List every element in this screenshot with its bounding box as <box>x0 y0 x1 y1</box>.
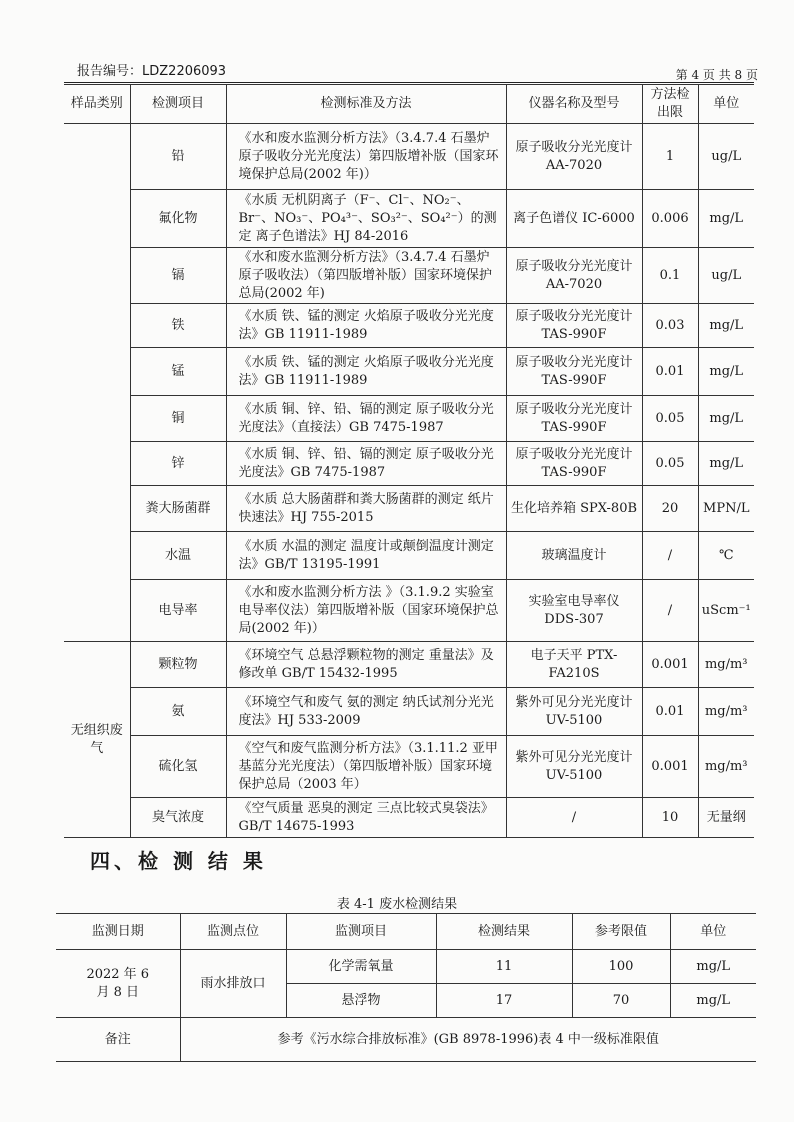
item-cell: 水温 <box>130 532 226 580</box>
unit-cell: mg/L <box>698 190 754 248</box>
table-row <box>64 304 754 348</box>
instrument-cell: 紫外可见分光光度计 UV-5100 <box>506 688 642 736</box>
report-number-value: LDZ2206093 <box>142 64 227 79</box>
standard-cell: 《水质 铜、锌、铅、镉的测定 原子吸收分光光度法》GB 7475-1987 <box>226 442 506 486</box>
table-row <box>64 348 754 396</box>
col-header-unit: 单位 <box>670 914 756 950</box>
table-row <box>64 124 754 190</box>
item-cell: 化学需氧量 <box>286 950 436 984</box>
section-title: 四、检 测 结 果 <box>90 849 267 873</box>
item-cell: 铅 <box>130 124 226 190</box>
limit-cell: 0.1 <box>642 248 698 304</box>
standard-cell: 《空气和废气监测分析方法》（3.1.11.2 亚甲基蓝分光光度法）（第四版增补版）国家环境保护总局（2003 年） <box>226 736 506 798</box>
col-header-instrument: 仪器名称及型号 <box>506 85 642 124</box>
table-row <box>64 396 754 442</box>
col-header-date: 监测日期 <box>56 914 180 950</box>
unit-cell: ℃ <box>698 532 754 580</box>
item-cell: 氟化物 <box>130 190 226 248</box>
unit-cell: mg/L <box>670 984 756 1018</box>
category-cell-water <box>64 124 130 642</box>
table-row <box>56 950 756 984</box>
header-rule <box>64 82 754 83</box>
table-row <box>64 688 754 736</box>
limit-cell: 0.01 <box>642 348 698 396</box>
limit-cell: 1 <box>642 124 698 190</box>
instrument-cell: / <box>506 798 642 838</box>
col-header-item: 监测项目 <box>286 914 436 950</box>
table-caption: 表 4-1 废水检测结果 <box>336 897 458 912</box>
result-cell: 11 <box>436 950 572 984</box>
page-indicator: 第 4 页 共 8 页 <box>675 68 758 82</box>
item-cell: 锰 <box>130 348 226 396</box>
table-row <box>64 442 754 486</box>
instrument-cell: 原子吸收分光光度计 TAS-990F <box>506 304 642 348</box>
limit-cell: 20 <box>642 486 698 532</box>
remark-text: 参考《污水综合排放标准》(GB 8978-1996)表 4 中一级标准限值 <box>180 1018 756 1062</box>
instrument-cell: 原子吸收分光光度计 AA-7020 <box>506 248 642 304</box>
report-number <box>77 60 226 79</box>
standard-cell: 《水质 铁、锰的测定 火焰原子吸收分光光度法》GB 11911-1989 <box>226 348 506 396</box>
limit-cell: 0.05 <box>642 442 698 486</box>
unit-cell: 无量纲 <box>698 798 754 838</box>
standard-cell: 《水质 无机阴离子（F⁻、Cl⁻、NO₂⁻、Br⁻、NO₃⁻、PO₄³⁻、SO₃²⁻、SO₄²⁻）的测定 离子色谱法》HJ 84-2016 <box>226 190 506 248</box>
instrument-cell: 离子色谱仪 IC-6000 <box>506 190 642 248</box>
item-cell: 颗粒物 <box>130 642 226 688</box>
standard-cell: 《水和废水监测分析方法 》（3.1.9.2 实验室电导率仪法）第四版增补版（国家环境保护总局(2002 年)） <box>226 580 506 642</box>
col-header-point: 监测点位 <box>180 914 286 950</box>
table-row <box>64 248 754 304</box>
instrument-cell: 原子吸收分光光度计 TAS-990F <box>506 442 642 486</box>
col-header-item: 检测项目 <box>130 85 226 124</box>
item-cell: 镉 <box>130 248 226 304</box>
limit-cell: 0.006 <box>642 190 698 248</box>
item-cell: 氨 <box>130 688 226 736</box>
limit-cell: 0.05 <box>642 396 698 442</box>
table-row <box>64 532 754 580</box>
unit-cell: mg/L <box>698 396 754 442</box>
standard-cell: 《水质 铁、锰的测定 火焰原子吸收分光光度法》GB 11911-1989 <box>226 304 506 348</box>
standard-cell: 《水和废水监测分析方法》（3.4.7.4 石墨炉原子吸收分光光度法）第四版增补版（国家环境保护总局(2002 年)） <box>226 124 506 190</box>
instrument-cell: 紫外可见分光光度计 UV-5100 <box>506 736 642 798</box>
limit-cell: 0.001 <box>642 736 698 798</box>
unit-cell: mg/m³ <box>698 736 754 798</box>
standard-cell: 《水质 水温的测定 温度计或颠倒温度计测定法》GB/T 13195-1991 <box>226 532 506 580</box>
table-row <box>64 798 754 838</box>
instrument-cell: 实验室电导率仪 DDS-307 <box>506 580 642 642</box>
date-cell: 2022 年 6 月 8 日 <box>56 950 180 1018</box>
table-row <box>64 642 754 688</box>
item-cell: 臭气浓度 <box>130 798 226 838</box>
unit-cell: mg/L <box>670 950 756 984</box>
item-cell: 电导率 <box>130 580 226 642</box>
item-cell: 粪大肠菌群 <box>130 486 226 532</box>
standard-cell: 《环境空气 总悬浮颗粒物的测定 重量法》及修改单 GB/T 15432-1995 <box>226 642 506 688</box>
reference-cell: 100 <box>572 950 670 984</box>
unit-cell: mg/L <box>698 442 754 486</box>
methods-table <box>64 84 754 838</box>
standard-cell: 《环境空气和废气 氨的测定 纳氏试剂分光光度法》HJ 533-2009 <box>226 688 506 736</box>
table-row <box>64 736 754 798</box>
table-row <box>64 190 754 248</box>
table-row <box>64 486 754 532</box>
point-cell: 雨水排放口 <box>180 950 286 1018</box>
result-cell: 17 <box>436 984 572 1018</box>
col-header-standard: 检测标准及方法 <box>226 85 506 124</box>
standard-cell: 《水质 铜、锌、铅、镉的测定 原子吸收分光光度法》（直接法）GB 7475-1987 <box>226 396 506 442</box>
instrument-cell: 原子吸收分光光度计 TAS-990F <box>506 348 642 396</box>
item-cell: 硫化氢 <box>130 736 226 798</box>
instrument-cell: 生化培养箱 SPX-80B <box>506 486 642 532</box>
standard-cell: 《空气质量 恶臭的测定 三点比较式臭袋法》GB/T 14675-1993 <box>226 798 506 838</box>
instrument-cell: 原子吸收分光光度计 TAS-990F <box>506 396 642 442</box>
unit-cell: uScm⁻¹ <box>698 580 754 642</box>
col-header-limit: 方法检出限 <box>642 85 698 124</box>
table-row <box>64 580 754 642</box>
unit-cell: ug/L <box>698 248 754 304</box>
reference-cell: 70 <box>572 984 670 1018</box>
item-cell: 悬浮物 <box>286 984 436 1018</box>
col-header-unit: 单位 <box>698 85 754 124</box>
unit-cell: mg/m³ <box>698 642 754 688</box>
unit-cell: ug/L <box>698 124 754 190</box>
methods-table-header <box>64 85 754 124</box>
limit-cell: 10 <box>642 798 698 838</box>
report-number-label: 报告编号： <box>77 64 143 79</box>
instrument-cell: 原子吸收分光光度计 AA-7020 <box>506 124 642 190</box>
limit-cell: 0.001 <box>642 642 698 688</box>
unit-cell: mg/L <box>698 348 754 396</box>
col-header-category: 样品类别 <box>64 85 130 124</box>
unit-cell: mg/m³ <box>698 688 754 736</box>
unit-cell: mg/L <box>698 304 754 348</box>
limit-cell: / <box>642 532 698 580</box>
col-header-reference: 参考限值 <box>572 914 670 950</box>
limit-cell: 0.03 <box>642 304 698 348</box>
limit-cell: 0.01 <box>642 688 698 736</box>
limit-cell: / <box>642 580 698 642</box>
unit-cell: MPN/L <box>698 486 754 532</box>
instrument-cell: 电子天平 PTX-FA210S <box>506 642 642 688</box>
remark-label: 备注 <box>56 1018 180 1062</box>
standard-cell: 《水质 总大肠菌群和粪大肠菌群的测定 纸片快速法》HJ 755-2015 <box>226 486 506 532</box>
results-table-header <box>56 914 756 950</box>
results-table <box>56 913 756 1062</box>
category-cell-gas: 无组织废气 <box>64 642 130 838</box>
instrument-cell: 玻璃温度计 <box>506 532 642 580</box>
item-cell: 铁 <box>130 304 226 348</box>
item-cell: 铜 <box>130 396 226 442</box>
remark-row <box>56 1018 756 1062</box>
item-cell: 锌 <box>130 442 226 486</box>
standard-cell: 《水和废水监测分析方法》（3.4.7.4 石墨炉原子吸收法）（第四版增补版）国家环境保护总局(2002 年) <box>226 248 506 304</box>
col-header-result: 检测结果 <box>436 914 572 950</box>
